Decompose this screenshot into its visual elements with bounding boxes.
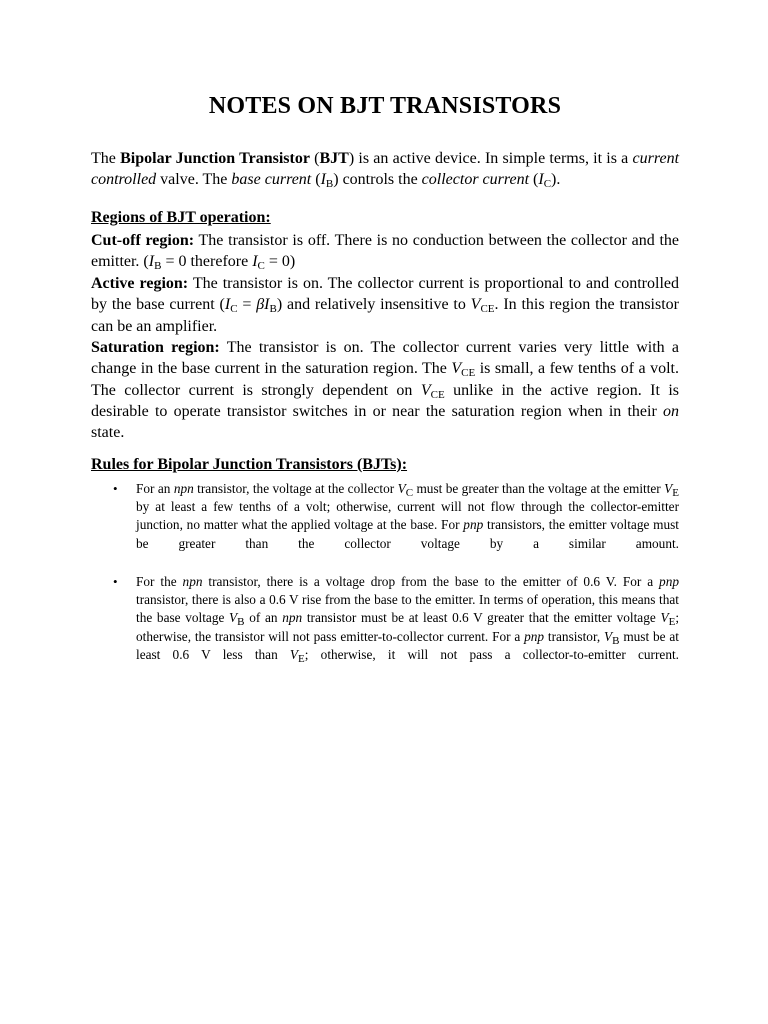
text: = 0 therefore bbox=[161, 253, 253, 271]
symbol: V bbox=[660, 610, 669, 626]
text: = bbox=[237, 296, 257, 314]
text: The transistor is on. The collector current varies very little with a change in the base current in the saturation region. The bbox=[91, 339, 680, 378]
text: unlike in the active region. It is desirable to operate transistor switches in or near the saturation region when in their bbox=[91, 381, 680, 420]
text: ; otherwise, the transistor will not pass emitter-to-collector current. For a bbox=[136, 610, 680, 644]
subscript: E bbox=[298, 652, 305, 665]
text: ; otherwise, it will not pass a collector-to-emitter current. bbox=[304, 646, 679, 662]
text: transistor, there is a voltage drop from the base to the emitter of 0.6 V. For a bbox=[202, 574, 660, 589]
text: The transistor is on. The collector current is proportional to and controlled by the base current ( bbox=[91, 275, 679, 314]
text: of an bbox=[244, 610, 283, 626]
text: transistors, the emitter voltage must be greater than the collector voltage by a similar amount. bbox=[136, 517, 679, 551]
rule-item-1 bbox=[136, 480, 679, 571]
text: transistor, bbox=[544, 628, 605, 644]
subscript: B bbox=[154, 260, 162, 273]
subscript: B bbox=[269, 303, 277, 316]
active-paragraph bbox=[91, 273, 679, 337]
subscript: C bbox=[405, 487, 414, 499]
bullet-icon: • bbox=[113, 481, 118, 496]
italic-term: npn bbox=[182, 574, 203, 589]
text: transistor, there is also a 0.6 V rise from the base to the emitter. In terms of operation, this means that the base voltage bbox=[136, 592, 679, 626]
text: ( bbox=[311, 171, 321, 189]
symbol: V bbox=[289, 646, 299, 662]
bold-term: Bipolar Junction Transistor bbox=[120, 150, 310, 167]
text: transistor must be at least 0.6 V greater that the emitter voltage bbox=[302, 610, 661, 626]
text: valve. The bbox=[156, 171, 232, 189]
symbol: V bbox=[420, 381, 431, 399]
region-label: Active region: bbox=[91, 275, 189, 292]
text: The transistor is off. There is no conduction between the collector and the emitter. ( bbox=[91, 232, 680, 271]
subscript: B bbox=[237, 616, 245, 629]
symbol: I bbox=[252, 253, 258, 271]
text: is small, a few tenths of a volt. The collector current is strongly dependent on bbox=[91, 360, 680, 399]
rule-item-2 bbox=[136, 573, 679, 682]
symbol: V bbox=[397, 481, 406, 496]
text: must be greater than the voltage at the emitter bbox=[413, 481, 665, 496]
bullet-icon: • bbox=[113, 574, 118, 589]
text: For the bbox=[136, 574, 183, 589]
text: by at least a few tenths of a volt; otherwise, current will not flow through the collector-emitter junction, no matter what the applied voltage at the base. For bbox=[136, 499, 679, 533]
cutoff-paragraph bbox=[91, 230, 679, 273]
italic-term: base current bbox=[231, 171, 312, 189]
bold-term: BJT bbox=[319, 150, 349, 167]
italic-term: pnp bbox=[659, 574, 679, 589]
intro-paragraph bbox=[91, 148, 679, 191]
symbol: I bbox=[320, 171, 326, 189]
symbol: V bbox=[229, 610, 238, 626]
italic-term: pnp bbox=[524, 628, 545, 644]
text: ). bbox=[551, 171, 561, 189]
text: = 0) bbox=[264, 253, 296, 271]
rules-heading: Rules for Bipolar Junction Transistors (BJTs): bbox=[91, 456, 408, 473]
symbol: β bbox=[256, 296, 265, 314]
subscript: C bbox=[543, 178, 552, 191]
text: The bbox=[91, 150, 121, 167]
symbol: V bbox=[664, 481, 673, 496]
region-label: Cut-off region: bbox=[91, 232, 195, 249]
italic-term: on bbox=[663, 402, 679, 420]
symbol: I bbox=[264, 296, 270, 314]
symbol: V bbox=[604, 628, 613, 644]
italic-term: pnp bbox=[463, 517, 484, 533]
symbol: I bbox=[538, 171, 544, 189]
text: ( bbox=[529, 171, 539, 189]
subscript: B bbox=[612, 634, 620, 647]
text: ) is an active device. In simple terms, it is a bbox=[348, 150, 633, 167]
italic-term: npn bbox=[282, 610, 303, 626]
italic-term: current controlled bbox=[91, 150, 680, 189]
symbol: I bbox=[148, 253, 155, 271]
symbol: V bbox=[451, 360, 462, 378]
italic-term: collector current bbox=[421, 171, 530, 189]
subscript: CE bbox=[480, 303, 495, 316]
text: ) controls the bbox=[333, 171, 422, 189]
region-label: Saturation region: bbox=[91, 339, 220, 356]
text: ) and relatively insensitive to bbox=[276, 296, 471, 314]
subscript: CE bbox=[430, 388, 445, 401]
subscript: CE bbox=[461, 367, 476, 380]
symbol: I bbox=[224, 296, 231, 314]
saturation-paragraph bbox=[91, 337, 679, 443]
text: must be at least 0.6 V less than bbox=[136, 628, 679, 662]
subscript: E bbox=[668, 616, 676, 629]
regions-heading: Regions of BJT operation: bbox=[91, 209, 271, 226]
subscript: C bbox=[230, 303, 238, 316]
subscript: C bbox=[257, 260, 265, 273]
italic-term: npn bbox=[173, 481, 194, 496]
text: state. bbox=[91, 424, 125, 442]
page-title: NOTES ON BJT TRANSISTORS bbox=[208, 93, 562, 119]
text: For an bbox=[136, 481, 174, 496]
symbol: V bbox=[470, 296, 481, 314]
text: . In this region the transistor can be an amplifier. bbox=[91, 296, 679, 335]
subscript: E bbox=[672, 487, 679, 499]
text: ( bbox=[309, 150, 320, 167]
subscript: B bbox=[325, 178, 334, 191]
text: transistor, the voltage at the collector bbox=[193, 481, 398, 496]
